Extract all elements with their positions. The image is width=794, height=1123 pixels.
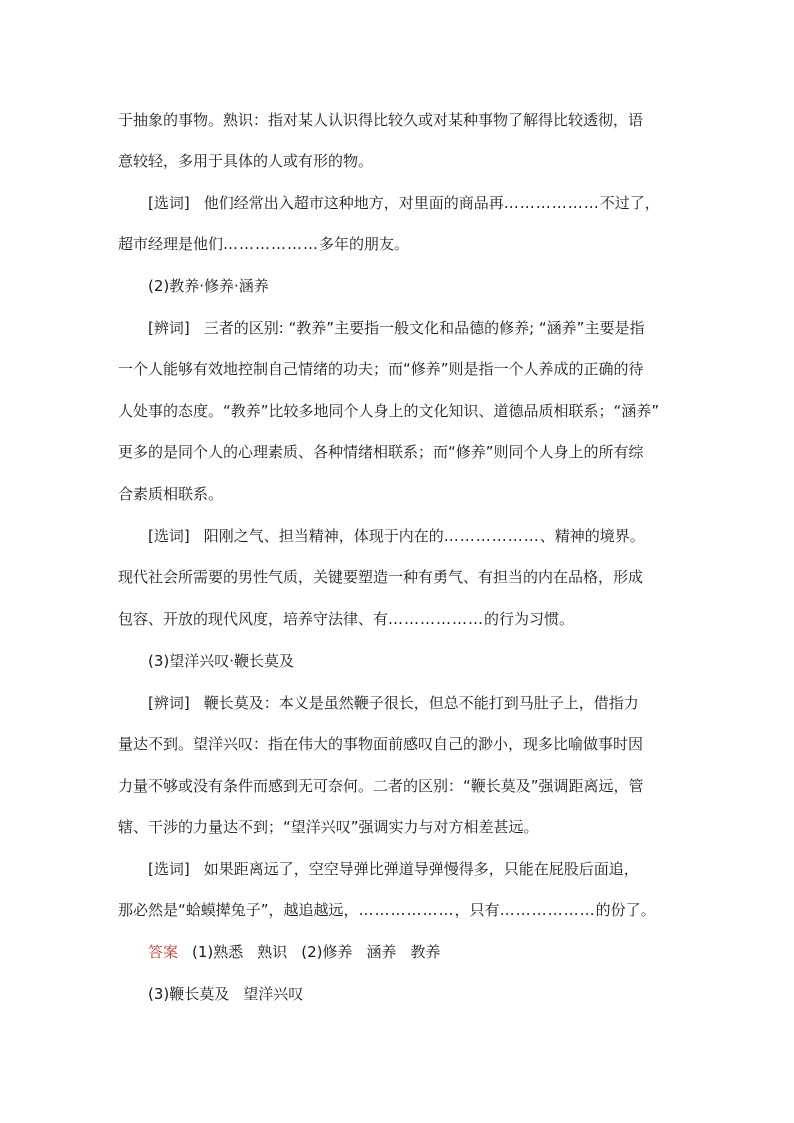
analysis-tag: [辨词] xyxy=(148,319,190,337)
exercise-1-line-2 xyxy=(118,234,409,254)
exercise-text: 他们经常出入超市这种地方，对里面的商品再 xyxy=(203,194,504,212)
exercise-text: 多年的朋友。 xyxy=(319,235,410,253)
exercise-text: 如果距离远了，空空导弹比弹道导弹慢得多，只能在屁股后面追， xyxy=(203,860,639,878)
section-heading-2: (2)教养·修养·涵养 xyxy=(148,277,269,295)
text-line: 合素质相联系。 xyxy=(118,485,224,503)
exercise-tag: [选词] xyxy=(148,194,190,212)
fill-blank: ……………… xyxy=(223,235,320,253)
exercise-text: 包容、开放的现代风度，培养守法律、有 xyxy=(118,610,389,628)
text-line: 一个人能够有效地控制自己情绪的功夫；而“修养”则是指一个人养成的正确的待 xyxy=(118,360,644,378)
answer-item: (2)修养 xyxy=(301,943,353,961)
text-line: 更多的是同个人的心理素质、各种情绪相联系；而“修养”则同个人身上的所有综 xyxy=(118,443,644,461)
answer-item: (1)熟悉 xyxy=(192,943,244,961)
text-line: 于抽象的事物。熟识：指对某人认识得比较久或对某种事物了解得比较透彻，语 xyxy=(118,111,644,129)
answer-item: (3)鞭长莫及 xyxy=(148,985,230,1003)
exercise-text: 超市经理是他们 xyxy=(118,235,224,253)
analysis-3-line-1 xyxy=(148,693,639,713)
exercise-text: 那必然是“蛤蟆撵兔子”，越追越远， xyxy=(118,901,359,919)
exercise-3-line-1 xyxy=(148,859,639,879)
exercise-text: 的行为习惯。 xyxy=(484,610,575,628)
exercise-2-line-1 xyxy=(148,526,645,546)
analysis-2-line-1 xyxy=(148,318,644,338)
exercise-text: ，只有 xyxy=(454,901,500,919)
text-line: 力量不够或没有条件而感到无可奈何。二者的区别：“鞭长莫及”强调距离远，管 xyxy=(118,777,644,795)
fill-blank: ……………… xyxy=(503,194,600,212)
exercise-text: 阳刚之气、担当精神，体现于内在的 xyxy=(203,527,444,545)
exercise-text: 不过了， xyxy=(599,194,660,212)
fill-blank: ……………… xyxy=(443,527,540,545)
answer-item: 教养 xyxy=(410,943,441,961)
analysis-text: 鞭长莫及：本义是虽然鞭子很长，但总不能打到马肚子上，借指力 xyxy=(203,694,639,712)
exercise-tag: [选词] xyxy=(148,527,190,545)
text-line: 量达不到。望洋兴叹：指在伟大的事物面前感叹自己的渺小，现多比喻做事时因 xyxy=(118,735,644,753)
analysis-text: 三者的区别: “教养”主要指一般文化和品德的修养; “涵养”主要是指 xyxy=(203,319,645,337)
exercise-text: 的份了。 xyxy=(595,901,656,919)
analysis-tag: [辨词] xyxy=(148,694,190,712)
exercise-2-line-3 xyxy=(118,609,574,629)
fill-blank: ……………… xyxy=(358,901,455,919)
answer-item: 望洋兴叹 xyxy=(243,985,304,1003)
fill-blank: ……………… xyxy=(499,901,596,919)
answer-item: 熟识 xyxy=(257,943,288,961)
text-line: 意较轻，多用于具体的人或有形的物。 xyxy=(118,152,374,170)
answer-line-2 xyxy=(148,984,303,1004)
answer-label: 答案 xyxy=(148,943,179,961)
text-line: 辖、干涉的力量达不到；“望洋兴叹”强调实力与对方相差甚远。 xyxy=(118,818,539,836)
fill-blank: ……………… xyxy=(388,610,485,628)
text-line: 现代社会所需要的男性气质，关键要塑造一种有勇气、有担当的内在品格，形成 xyxy=(118,568,644,586)
exercise-text: 、精神的境界。 xyxy=(539,527,645,545)
text-line: 人处事的态度。“教养”比较多地同个人身上的文化知识、道德品质相联系；“涵养” xyxy=(118,402,660,420)
section-heading-3: (3)望洋兴叹·鞭长莫及 xyxy=(148,652,295,670)
answer-line-1 xyxy=(148,942,441,962)
exercise-3-line-2 xyxy=(118,900,656,920)
exercise-tag: [选词] xyxy=(148,860,190,878)
exercise-1-line-1 xyxy=(148,193,660,213)
answer-item: 涵养 xyxy=(366,943,397,961)
